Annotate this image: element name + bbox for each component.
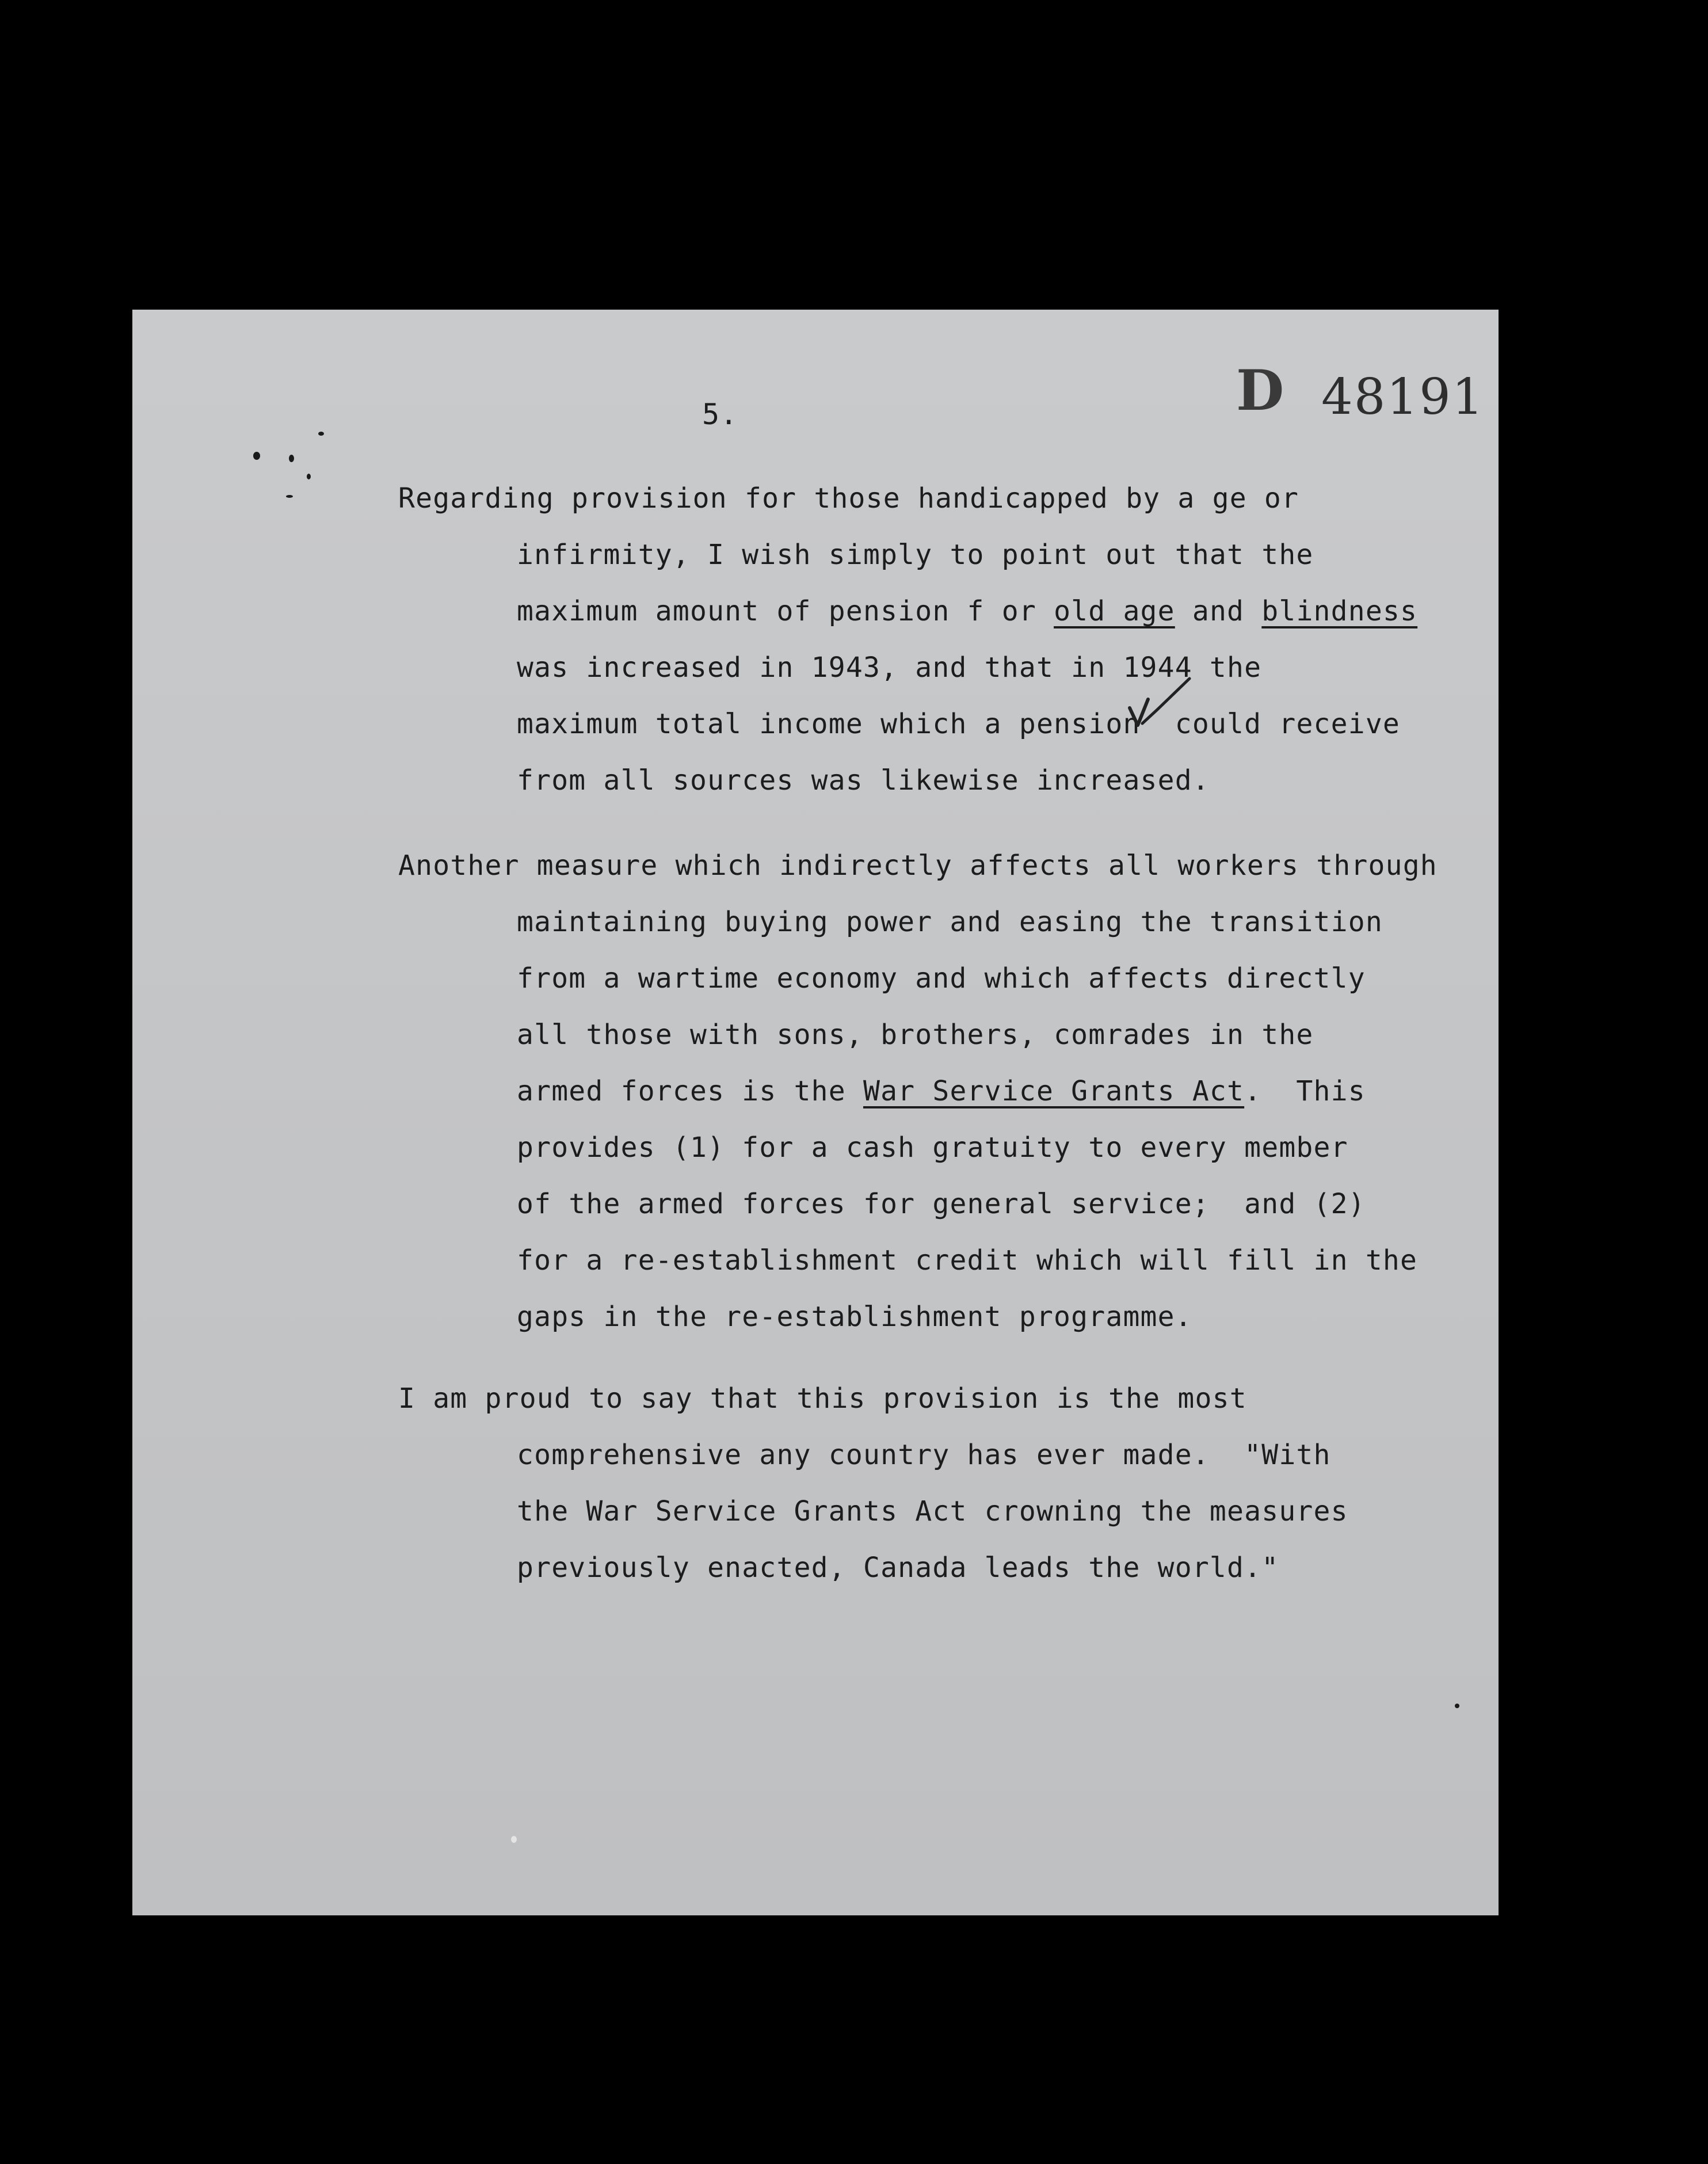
paragraph-2-line-4: all those with sons, brothers, comrades in the <box>517 1019 1314 1051</box>
handwritten-checkmark-icon <box>1125 676 1194 740</box>
margin-speck <box>1455 1704 1459 1708</box>
paragraph-2-line-1: Another measure which indirectly affects all workers through <box>398 849 1438 882</box>
page-number: 5. <box>702 398 738 431</box>
margin-speck <box>253 452 260 460</box>
paragraph-3-line-2: comprehensive any country has ever made. "With <box>517 1439 1331 1471</box>
line-text: . This <box>1244 1075 1366 1107</box>
paragraph-1-line-6: from all sources was likewise increased. <box>517 764 1210 797</box>
underlined-blindness: blindness <box>1261 595 1418 627</box>
margin-speck <box>289 455 294 462</box>
margin-speck <box>318 432 324 436</box>
paragraph-3-line-1: I am proud to say that this provision is the most <box>398 1382 1247 1415</box>
line-text: armed forces is the <box>517 1075 863 1107</box>
line-text: maximum amount of pension f or <box>517 595 1054 627</box>
paragraph-2-line-7: of the armed forces for general service; and (2) <box>517 1188 1366 1220</box>
paragraph-2-line-2: maintaining buying power and easing the transition <box>517 906 1383 938</box>
paragraph-1-line-2: infirmity, I wish simply to point out that the <box>517 539 1314 571</box>
underlined-old-age: old age <box>1054 595 1175 627</box>
paragraph-1-line-3 <box>517 594 1417 628</box>
paragraph-2-line-9: gaps in the re-establishment programme. <box>517 1301 1192 1333</box>
paragraph-1-line-1: Regarding provision for those handicapped by a ge or <box>398 482 1299 515</box>
line-text: maximum total income which a pension <box>517 708 1141 740</box>
paragraph-2-line-3: from a wartime economy and which affects directly <box>517 962 1366 995</box>
paragraph-1-line-5 <box>517 707 1400 741</box>
margin-speck <box>511 1836 517 1843</box>
margin-speck <box>307 474 311 479</box>
paragraph-2-line-5 <box>517 1074 1366 1108</box>
paragraph-1-line-4: was increased in 1943, and that in 1944 the <box>517 652 1262 684</box>
archive-stamp-letter: D <box>1236 358 1284 423</box>
paragraph-3-line-3: the War Service Grants Act crowning the measures <box>517 1495 1348 1527</box>
paragraph-2-line-6: provides (1) for a cash gratuity to every member <box>517 1131 1348 1164</box>
archive-stamp-number: 48191 <box>1321 368 1485 426</box>
paragraph-2-line-8: for a re-establishment credit which will fill in the <box>517 1244 1418 1277</box>
paragraph-3-line-4: previously enacted, Canada leads the world." <box>517 1552 1279 1584</box>
underlined-act-title: War Service Grants Act <box>863 1075 1245 1107</box>
line-text: could receive <box>1175 708 1401 740</box>
line-text: and <box>1175 595 1262 627</box>
margin-speck <box>286 495 293 498</box>
